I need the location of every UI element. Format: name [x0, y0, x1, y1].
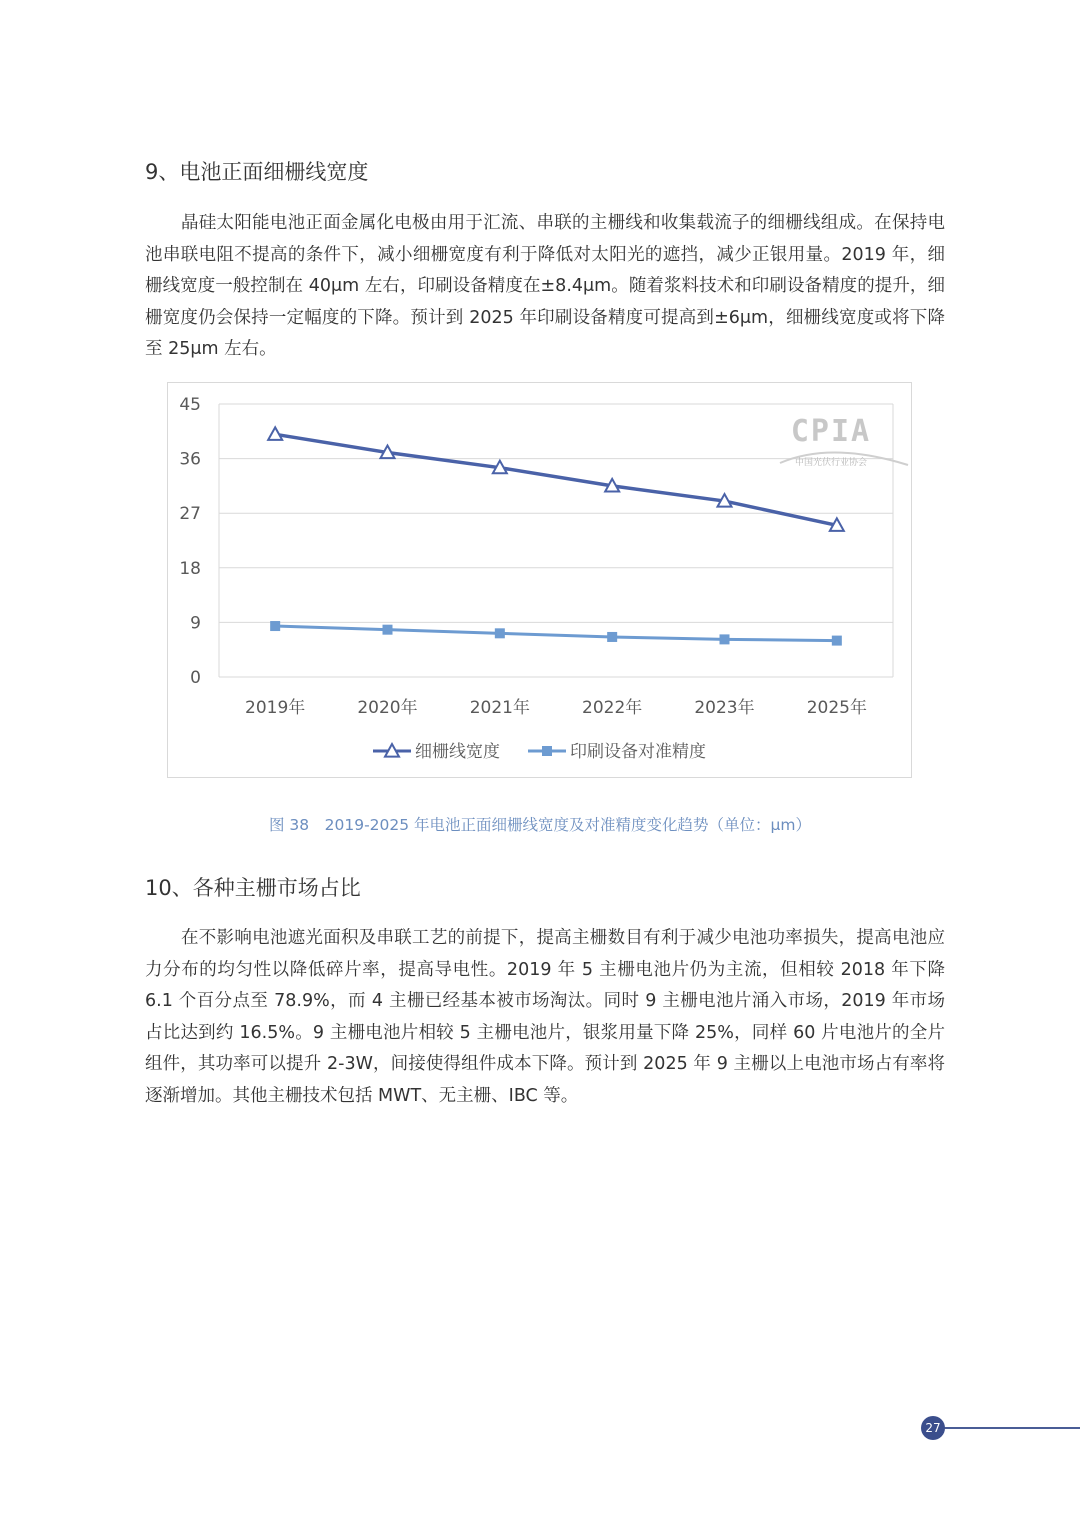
y-tick-label: 45 [179, 395, 201, 415]
section-heading-fine-grid-width: 9、电池正面细栅线宽度 [145, 160, 369, 184]
x-tick-label: 2023年 [694, 698, 755, 718]
section-heading-busbar-share: 10、各种主栅市场占比 [145, 876, 361, 900]
y-tick-label: 9 [190, 613, 201, 634]
series-line [275, 626, 837, 641]
series-line [275, 434, 837, 525]
page-number: 27 [921, 1416, 945, 1440]
y-tick-label: 0 [190, 668, 201, 688]
chart-svg [168, 383, 913, 779]
data-point [495, 628, 505, 638]
data-point [832, 636, 842, 646]
figure-caption: 图 38 2019-2025 年电池正面细栅线宽度及对准精度变化趋势（单位：μm） [268, 816, 812, 834]
watermark-subtext: 中国光伏行业协会 [794, 458, 868, 468]
legend-label: 细栅线宽度 [415, 742, 500, 762]
x-tick-label: 2022年 [582, 698, 643, 718]
data-point [607, 632, 617, 642]
line-chart [167, 382, 912, 778]
section-paragraph-busbar-share: 在不影响电池遮光面积及串联工艺的前提下，提高主栅数目有利于减少电池功率损失，提高电池应力分布的均匀性以降低碎片率，提高导电性。2019 年 5 主栅电池片仍为主流，但相较 2018 年下降 6.1 个百分点至 78.9%，而 4 主栅已经基本被市场淘汰。同时 9 主栅电池片涌入市场，2019 年市场占比达到约 16.5%。9 主栅电池片相较 5 主栅电池片，银浆用量下降 25%，同样 60 片电池片的全片组件，其功率可以提升 2-3W，间接使得组件成本下降。预计到 2025 年 9 主栅以上电池市场占有率将逐渐增加。其他主栅技术包括 MWT、无主栅、IBC 等。 [145, 928, 945, 1106]
y-tick-label: 36 [179, 449, 201, 470]
x-tick-label: 2025年 [806, 698, 867, 718]
section-paragraph-fine-grid-width: 晶硅太阳能电池正面金属化电极由用于汇流、串联的主栅线和收集载流子的细栅线组成。在保持电池串联电阻不提高的条件下，减小细栅宽度有利于降低对太阳光的遮挡，减少正银用量。2019 年，细栅线宽度一般控制在 40μm 左右，印刷设备精度在±8.4μm。随着浆料技术和印刷设备精度的提升，细栅宽度仍会保持一定幅度的下降。预计到 2025 年印刷设备精度可提高到±6μm，细栅线宽度或将下降至 25μm 左右。 [145, 213, 945, 359]
y-tick-label: 27 [179, 504, 201, 525]
x-tick-label: 2019年 [245, 698, 306, 718]
x-tick-label: 2020年 [357, 698, 418, 718]
legend-marker [542, 746, 552, 756]
watermark-logo-text: CPIA [790, 414, 872, 449]
page-number-line [944, 1427, 1080, 1429]
data-point [383, 625, 393, 635]
x-tick-label: 2021年 [469, 698, 530, 718]
y-tick-label: 18 [179, 558, 201, 579]
data-point [270, 621, 280, 631]
data-point [720, 634, 730, 644]
legend-label: 印刷设备对准精度 [570, 742, 706, 762]
